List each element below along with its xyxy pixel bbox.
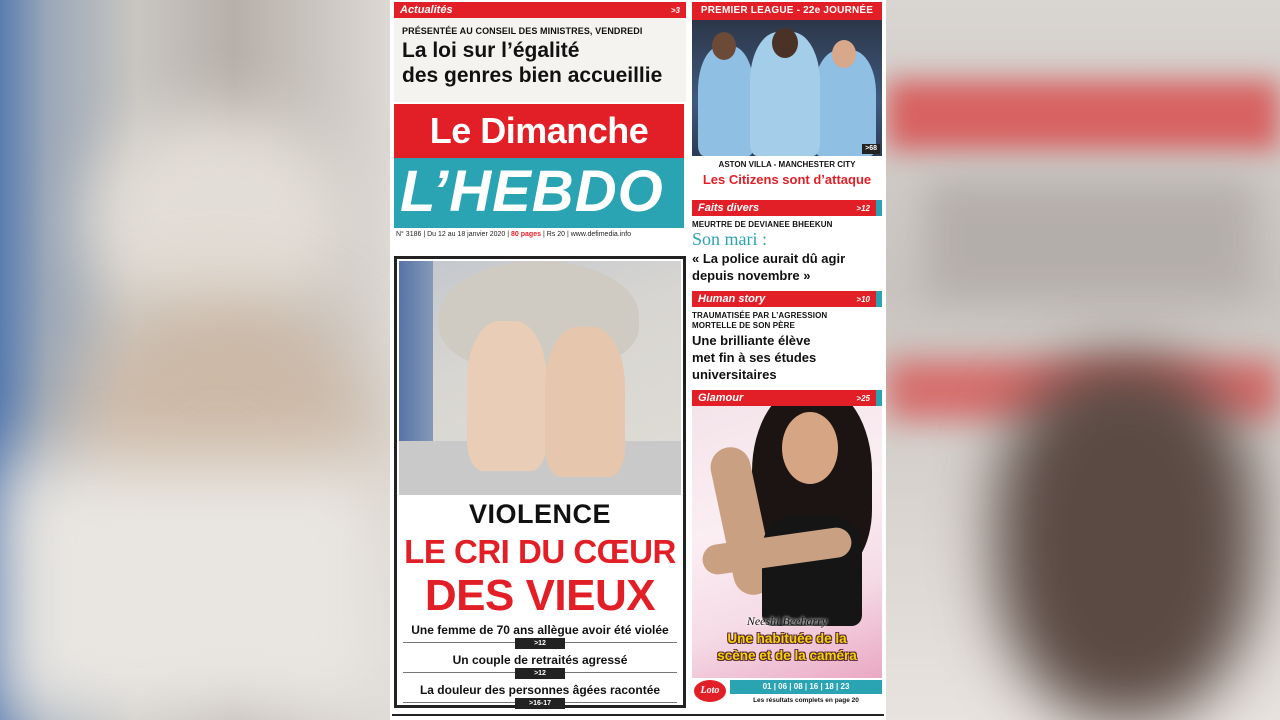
headline-line: universitaires xyxy=(692,367,777,382)
loto-logo: Loto xyxy=(694,680,726,702)
glamour-name: Neeshi Beeharry xyxy=(746,614,828,628)
section-label: Faits divers xyxy=(698,202,760,214)
main-story[interactable] xyxy=(394,256,686,708)
glamour-block xyxy=(692,390,882,406)
page-ref: >68 xyxy=(862,144,880,154)
blurred-background-right xyxy=(886,0,1280,720)
faits-divers-headline[interactable] xyxy=(692,250,882,284)
headline-line: La loi sur l’égalité xyxy=(402,39,580,62)
glamour-headline[interactable] xyxy=(692,630,882,664)
section-bar-faits-divers xyxy=(692,200,882,216)
blurred-background-left xyxy=(0,0,390,720)
loto-note: Les résultats complets en page 20 xyxy=(753,697,859,704)
right-column xyxy=(692,0,886,720)
kicker-line: TRAUMATISÉE PAR L’AGRESSION xyxy=(692,311,828,320)
issue-info xyxy=(396,231,631,238)
main-story-photo xyxy=(399,261,681,495)
price: | Rs 20 | xyxy=(542,231,569,238)
newspaper-front-page xyxy=(390,0,886,720)
page-ref: >12 xyxy=(856,203,870,213)
page-ref: >3 xyxy=(670,5,680,15)
top-news-block[interactable] xyxy=(394,2,686,102)
football-section-bar: PREMIER LEAGUE - 22e JOURNÉE xyxy=(692,2,882,20)
left-column xyxy=(390,0,690,720)
section-label: Glamour xyxy=(698,392,744,404)
faits-divers-lead: Son mari : xyxy=(692,229,767,249)
football-photo[interactable] xyxy=(692,20,882,156)
human-story-block xyxy=(692,291,882,307)
main-story-headline-line1: LE CRI DU CŒUR xyxy=(404,533,676,570)
headline-line: des genres bien accueillie xyxy=(402,64,663,87)
masthead-title-bottom: L’HEBDO xyxy=(400,159,664,224)
loto-numbers: 01 | 06 | 08 | 16 | 18 | 23 xyxy=(730,680,882,694)
football-headline[interactable]: Les Citizens sont d’attaque xyxy=(702,172,872,187)
headline-line: scène et de la caméra xyxy=(717,648,857,663)
page-count: 80 pages xyxy=(511,231,541,238)
page-ref: >12 xyxy=(515,638,565,649)
main-story-item: La douleur des personnes âgées racontée xyxy=(419,683,661,697)
headline-line: Une habituée de la xyxy=(727,631,847,646)
main-story-item: Une femme de 70 ans allègue avoir été violée xyxy=(411,623,669,637)
page-ref: >25 xyxy=(856,393,870,403)
masthead xyxy=(394,104,684,244)
masthead-title-bottom-band xyxy=(394,158,684,228)
section-bar-human-story xyxy=(692,291,882,307)
section-label: Actualités xyxy=(400,4,453,16)
website-link[interactable]: www.defimedia.info xyxy=(570,231,632,238)
page-ref: >10 xyxy=(856,294,870,304)
loto-results[interactable] xyxy=(692,678,882,712)
main-story-item: Un couple de retraités agressé xyxy=(452,653,628,667)
kicker-line: MORTELLE DE SON PÈRE xyxy=(692,321,795,330)
football-kicker: ASTON VILLA - MANCHESTER CITY xyxy=(718,160,856,169)
human-story-kicker xyxy=(692,311,882,331)
top-news-kicker: PRÉSENTÉE AU CONSEIL DES MINISTRES, VENDREDI xyxy=(402,26,643,36)
page-ref: >12 xyxy=(515,668,565,679)
bottom-divider xyxy=(392,714,884,716)
section-bar-glamour xyxy=(692,390,882,406)
masthead-title-top: Le Dimanche xyxy=(394,104,684,158)
issue-number: N° 3186 | Du 12 au 18 janvier 2020 | xyxy=(396,231,510,238)
headline-line: « La police aurait dû agir xyxy=(692,251,846,266)
main-story-label: VIOLENCE xyxy=(468,499,612,529)
section-bar-actualites xyxy=(394,2,686,18)
main-story-headline-line2: DES VIEUX xyxy=(424,571,656,620)
headline-line: depuis novembre » xyxy=(692,268,811,283)
section-label: Human story xyxy=(698,293,766,305)
faits-divers-block xyxy=(692,200,882,216)
top-news-headline xyxy=(402,38,662,88)
page-ref: >16-17 xyxy=(515,698,565,709)
headline-line: met fin à ses études xyxy=(692,350,817,365)
human-story-headline[interactable] xyxy=(692,332,882,383)
faits-divers-kicker: MEURTRE DE DEVIANEE BHEEKUN xyxy=(692,220,833,229)
headline-line: Une brilliante élève xyxy=(692,333,811,348)
